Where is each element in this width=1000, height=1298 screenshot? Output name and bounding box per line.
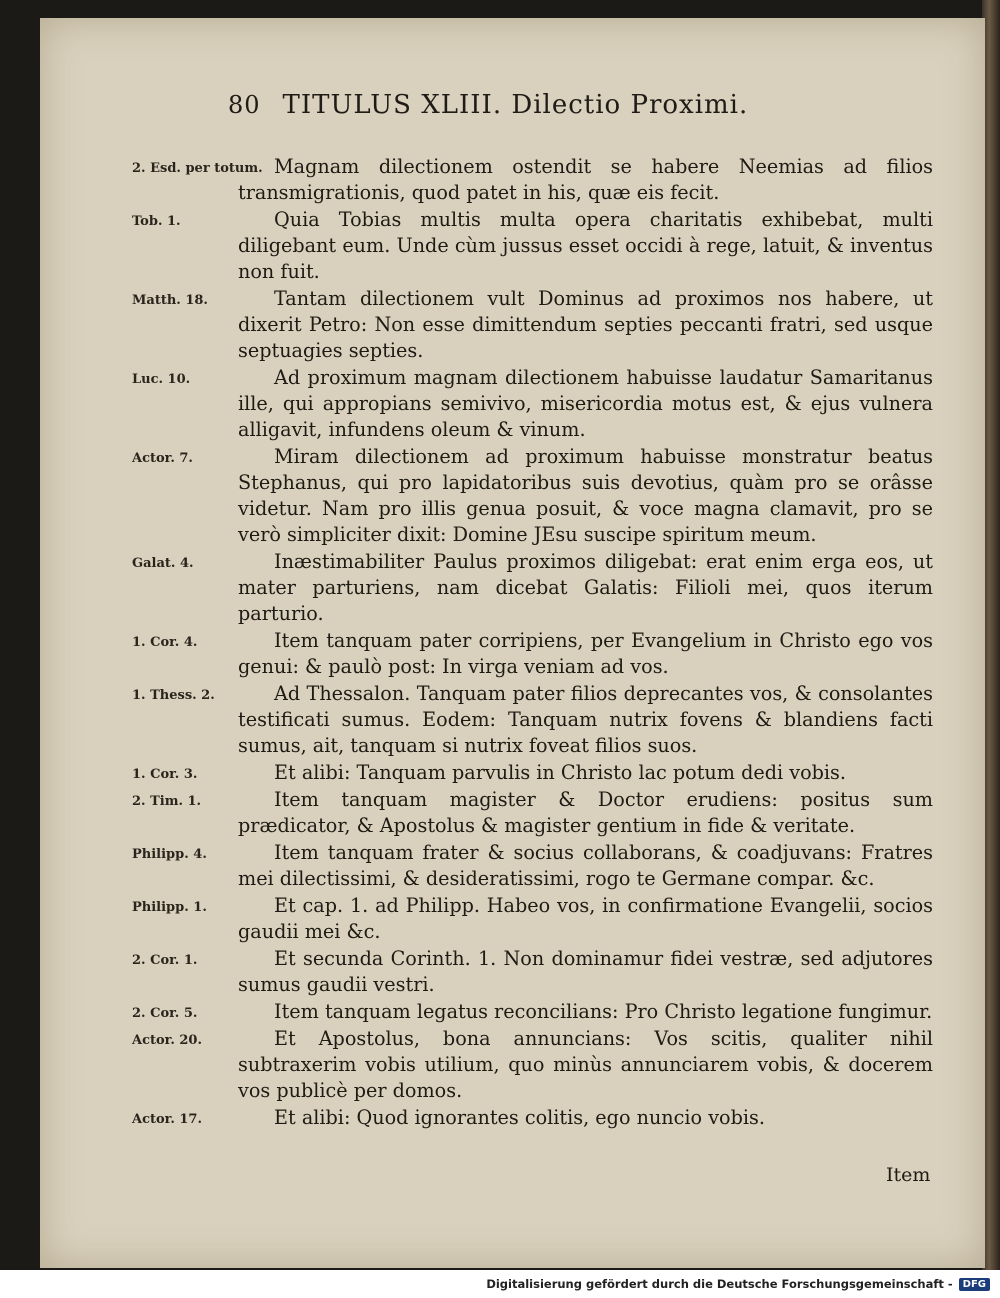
marginal-reference: Luc. 10.: [132, 372, 191, 387]
running-title: TITULUS XLIII. Dilectio Proximi.: [282, 90, 749, 120]
page-number: 80: [228, 91, 261, 119]
marginal-reference: Galat. 4.: [132, 556, 194, 571]
footer-credit: Digitalisierung gefördert durch die Deutsche Forschungsgemeinschaft -: [486, 1277, 953, 1291]
marginal-reference: 1. Cor. 4.: [132, 635, 198, 650]
entry-text: Et secunda Corinth. 1. Non dominamur fidei vestræ, sed adjutores sumus gaudii vestri.: [238, 947, 933, 996]
entry: [40, 681, 985, 759]
entry-text: Ad proximum magnam dilectionem habuisse laudatur Samaritanus ille, qui appropians semivivo, misericordia motus est, & ejus vulnera alligavit, infundens oleum & vinum.: [238, 366, 933, 441]
entry: [40, 207, 985, 285]
entry-text: Et alibi: Tanquam parvulis in Christo lac potum dedi vobis.: [274, 761, 846, 784]
entry-text: Et cap. 1. ad Philipp. Habeo vos, in confirmatione Evangelii, socios gaudii mei &c.: [238, 894, 933, 943]
entry-text: Item tanquam legatus reconcilians: Pro Christo legatione fungimur.: [274, 1000, 933, 1023]
entry-text: Tantam dilectionem vult Dominus ad proximos nos habere, ut dixerit Petro: Non esse dimittendum septies peccanti fratri, sed usque septuagies septies.: [238, 287, 933, 362]
entry: [40, 286, 985, 364]
marginal-reference: Philipp. 4.: [132, 847, 207, 862]
entry-text: Et alibi: Quod ignorantes colitis, ego nuncio vobis.: [274, 1106, 765, 1129]
entry: [40, 549, 985, 627]
entry-text: Item tanquam magister & Doctor erudiens: positus sum prædicator, & Apostolus & magister gentium in fide & veritate.: [238, 788, 933, 837]
marginal-reference: 2. Cor. 5.: [132, 1006, 198, 1021]
marginal-reference: Actor. 7.: [132, 451, 193, 466]
marginal-reference: 1. Thess. 2.: [132, 688, 215, 703]
entry: [40, 628, 985, 680]
digitization-footer: [0, 1270, 1000, 1298]
marginal-reference: Philipp. 1.: [132, 900, 207, 915]
marginal-reference: Matth. 18.: [132, 293, 208, 308]
marginal-reference: Actor. 20.: [132, 1033, 203, 1048]
entry: [40, 154, 985, 206]
entry: [40, 1105, 985, 1131]
marginal-reference: 2. Cor. 1.: [132, 953, 198, 968]
marginal-reference: Actor. 17.: [132, 1112, 203, 1127]
entry-text: Miram dilectionem ad proximum habuisse monstratur beatus Stephanus, qui pro lapidatoribus suis devotius, quàm pro se orâsse videtur. Nam pro illis genua posuit, & voce magna clamavit, pro se verò simpliciter dixit: Domine JEsu suscipe spiritum meum.: [238, 445, 933, 546]
catchword: Item: [886, 1164, 931, 1186]
dfg-logo-icon: DFG: [959, 1278, 990, 1291]
entry: [40, 1026, 985, 1104]
entry: [40, 840, 985, 892]
entry-text: Item tanquam pater corripiens, per Evangelium in Christo ego vos genui: & paulò post: In virga veniam ad vos.: [238, 629, 933, 678]
page-body: [40, 154, 985, 1132]
entry: [40, 999, 985, 1025]
entry-text: Item tanquam frater & socius collaborans, & coadjuvans: Fratres mei dilectissimi, & desideratissimi, rogo te Germane compar. &c.: [238, 841, 933, 890]
marginal-reference: Tob. 1.: [132, 214, 181, 229]
entry-text: Magnam dilectionem ostendit se habere Neemias ad filios transmigrationis, quod patet in his, quæ eis fecit.: [238, 155, 933, 204]
entry: [40, 787, 985, 839]
page-header: [228, 90, 868, 120]
entry-text: Et Apostolus, bona annuncians: Vos scitis, qualiter nihil subtraxerim vobis utilium, quo minùs annunciarem vobis, & docerem vos publicè per domos.: [238, 1027, 933, 1102]
entry-text: Ad Thessalon. Tanquam pater filios deprecantes vos, & consolantes testificati sumus. Eodem: Tanquam nutrix fovens & blandiens facti sumus, ait, tanquam si nutrix foveat filios suos.: [238, 682, 933, 757]
scanned-page: [40, 18, 985, 1268]
marginal-reference: 2. Esd. per totum.: [132, 161, 263, 176]
entry-text: Quia Tobias multis multa opera charitatis exhibebat, multi diligebant eum. Unde cùm jussus esset occidi à rege, latuit, & inventus non fuit.: [238, 208, 933, 283]
marginal-reference: 2. Tim. 1.: [132, 794, 202, 809]
entry: [40, 760, 985, 786]
entry: [40, 893, 985, 945]
entry: [40, 365, 985, 443]
entry: [40, 444, 985, 548]
marginal-reference: 1. Cor. 3.: [132, 767, 198, 782]
entry-text: Inæstimabiliter Paulus proximos diligebat: erat enim erga eos, ut mater parturiens, nam dicebat Galatis: Filioli mei, quos iterum parturio.: [238, 550, 933, 625]
entry: [40, 946, 985, 998]
